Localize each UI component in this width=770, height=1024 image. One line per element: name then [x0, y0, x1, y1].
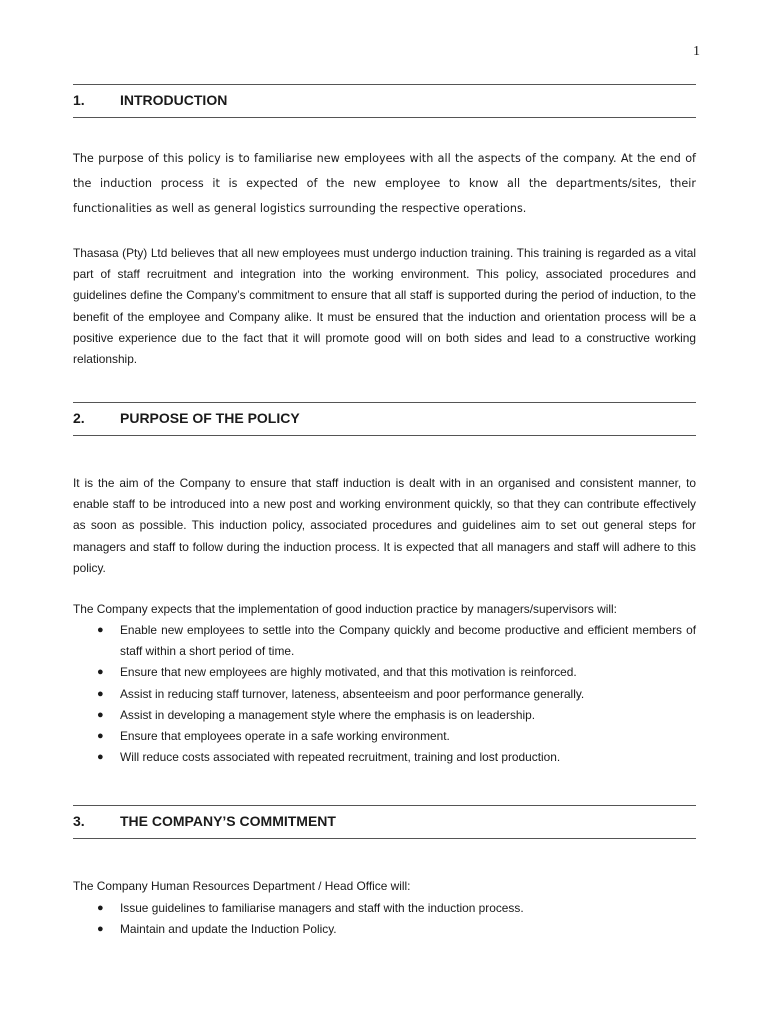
list-item: [73, 620, 696, 662]
list-item-text: Issue guidelines to familiarise managers and staff with the induction process.: [120, 901, 524, 915]
bullet-icon: ●: [97, 708, 104, 721]
paragraph: The Company Human Resources Department / Head Office will:: [73, 879, 411, 893]
section-rule-bottom: [73, 838, 696, 839]
list-item: [73, 919, 696, 940]
section-rule-bottom: [73, 435, 696, 436]
list-item-text: Ensure that employees operate in a safe working environment.: [120, 729, 450, 744]
section-number: 3.: [73, 813, 85, 829]
list-item-text: Maintain and update the Induction Policy.: [120, 922, 337, 937]
list-item: [73, 662, 696, 683]
section-title: INTRODUCTION: [120, 92, 228, 108]
section-rule-bottom: [73, 117, 696, 118]
section-number: 2.: [73, 410, 85, 426]
section-rule-top: [73, 402, 696, 403]
bullet-icon: ●: [97, 730, 104, 743]
section-heading: [73, 90, 696, 110]
bullet-icon: ●: [97, 751, 104, 764]
list-item: [73, 726, 696, 747]
bullet-icon: ●: [97, 687, 104, 700]
paragraph: The Company expects that the implementation of good induction practice by managers/supervisors will:: [73, 602, 617, 616]
bullet-icon: ●: [97, 902, 104, 914]
section-rule-top: [73, 84, 696, 85]
paragraph: Thasasa (Pty) Ltd believes that all new employees must undergo induction training. This training is regarded as a vital part of staff recruitment and integration into the working environment. This policy, associated procedures and guidelines define the Company’s commitment to ensure that all staff is supported during the period of induction, to the benefit of the employee and Company alike. It must be ensured that the induction and orientation process will be a positive experience due to the fact that it will promote good will on both sides and lead to a constructive working relationship.: [73, 246, 696, 367]
bullet-icon: ●: [97, 624, 104, 636]
list-item: [73, 684, 696, 705]
list-item-text: Assist in reducing staff turnover, lateness, absenteeism and poor performance generally.: [120, 686, 585, 701]
list-item-text: Assist in developing a management style where the emphasis is on leadership.: [120, 707, 536, 722]
section-title: THE COMPANY’S COMMITMENT: [120, 813, 336, 829]
list-item: [73, 898, 696, 919]
bullet-list: [73, 620, 696, 768]
paragraph: It is the aim of the Company to ensure that staff induction is dealt with in an organised and consistent manner, to enable staff to be introduced into a new post and working environment quickly, so that they can contribute effectively as soon as possible. This induction policy, associated procedures and guidelines aim to set out general steps for managers and staff to follow during the induction process. It is expected that all managers and staff will adhere to this policy.: [73, 476, 696, 575]
section-title: PURPOSE OF THE POLICY: [120, 410, 300, 426]
list-item: [73, 747, 696, 768]
list-item-text: Enable new employees to settle into the Company quickly and become productive and efficient members of staff within a short period of time.: [120, 623, 696, 659]
page-number: 1: [693, 44, 700, 59]
section-heading: [73, 408, 696, 428]
section-rule-top: [73, 805, 696, 806]
section-number: 1.: [73, 92, 85, 108]
list-item-text: Ensure that new employees are highly motivated, and that this motivation is reinforced.: [120, 665, 577, 680]
bullet-icon: ●: [97, 923, 104, 936]
paragraph: The purpose of this policy is to familiarise new employees with all the aspects of the company. At the end of the induction process it is expected of the new employee to know all the departments/sites, their functionalities as well as general logistics surrounding the respective operations.: [73, 152, 696, 215]
bullet-icon: ●: [97, 666, 104, 679]
list-item: [73, 705, 696, 726]
bullet-list: [73, 898, 696, 940]
section-heading: [73, 811, 696, 831]
list-item-text: Will reduce costs associated with repeated recruitment, training and lost production.: [120, 750, 561, 765]
